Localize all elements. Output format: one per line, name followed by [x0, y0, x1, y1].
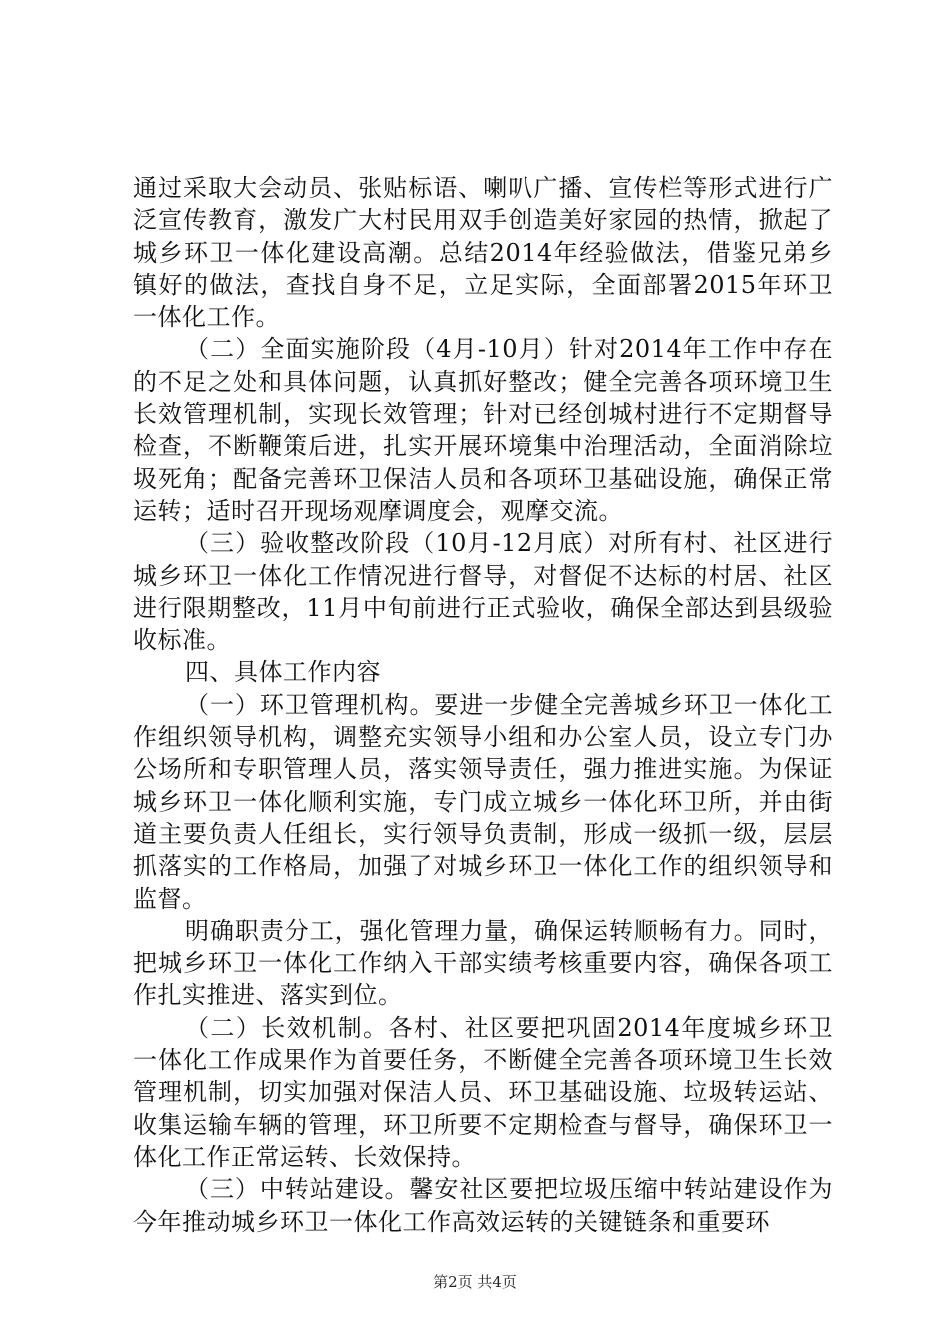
- section-heading-4: 四、具体工作内容: [185, 658, 381, 687]
- paragraph-2: （二）全面实施阶段（4月-10月）针对2014年工作中存在的不足之处和具体问题，认真抓好整改；健全完善各项环境卫生长效管理机制，实现长效管理；针对已经创城村进行不定期督导检查，不断鞭策后进，扎实开展环境集中治理活动，全面消除垃圾死角；配备完善环卫保洁人员和各项环卫基础设施，确保正常运转；适时召开现场观摩调度会，观摩交流。: [133, 335, 833, 525]
- paragraph-6: 明确职责分工，强化管理力量，确保运转顺畅有力。同时，把城乡环卫一体化工作纳入干部实绩考核重要内容，确保各项工作扎实推进、落实到位。: [133, 916, 833, 1010]
- paragraph-8: （三）中转站建设。馨安社区要把垃圾压缩中转站建设作为今年推动城乡环卫一体化工作高效运转的关键链条和重要环: [133, 1175, 833, 1236]
- document-body: [133, 172, 833, 1238]
- paragraph-5: （一）环卫管理机构。要进一步健全完善城乡环卫一体化工作组织领导机构，调整充实领导小组和办公室人员，设立专门办公场所和专职管理人员，落实领导责任，强力推进实施。为保证城乡环卫一体化顺利实施，专门成立城乡一体化环卫所，并由街道主要负责人任组长，实行领导负责制，形成一级抓一级，层层抓落实的工作格局，加强了对城乡环卫一体化工作的组织领导和监督。: [133, 690, 833, 913]
- paragraph-7: （二）长效机制。各村、社区要把巩固2014年度城乡环卫一体化工作成果作为首要任务，不断健全完善各项环境卫生长效管理机制，切实加强对保洁人员、环卫基础设施、垃圾转运站、收集运输车辆的管理，环卫所要不定期检查与督导，确保环卫一体化工作正常运转、长效保持。: [133, 1013, 833, 1171]
- page-number-footer: 第2页 共4页: [433, 1273, 517, 1291]
- paragraph-3: （三）验收整改阶段（10月-12月底）对所有村、社区进行城乡环卫一体化工作情况进行督导，对督促不达标的村居、社区进行限期整改，11月中旬前进行正式验收，确保全部达到县级验收标准。: [133, 529, 833, 655]
- paragraph-1: 通过采取大会动员、张贴标语、喇叭广播、宣传栏等形式进行广泛宣传教育，激发广大村民用双手创造美好家园的热情，掀起了城乡环卫一体化建设高潮。总结2014年经验做法，借鉴兄弟乡镇好的做法，查找自身不足，立足实际，全面部署2015年环卫一体化工作。: [133, 174, 833, 332]
